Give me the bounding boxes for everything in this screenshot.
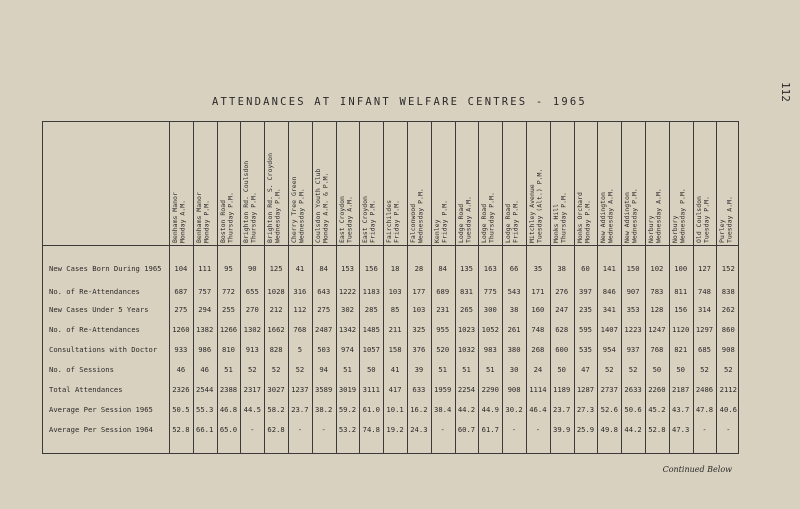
table-cell: - — [440, 425, 445, 434]
table-cell: 50 — [676, 365, 686, 374]
table-cell: 44.9 — [481, 405, 499, 414]
table-cell: 2388 — [219, 385, 238, 394]
table-cell: 535 — [579, 345, 592, 354]
column-header: New Addington Wednesday P.M. — [623, 188, 639, 243]
table-cell: 3019 — [338, 385, 357, 394]
table-cell: 302 — [341, 305, 354, 314]
table-cell: 655 — [245, 287, 259, 296]
table-cell: - — [297, 425, 303, 434]
table-cell: 503 — [317, 345, 331, 354]
table-cell: 262 — [721, 305, 735, 314]
table-cell: 39.9 — [553, 425, 571, 434]
table-cell: 986 — [198, 345, 212, 354]
table-cell: 66 — [509, 264, 519, 273]
table-cell: 748 — [531, 325, 545, 334]
table-cell: 1342 — [338, 325, 357, 334]
table-cell: 24.3 — [410, 425, 428, 434]
table-cell: 38 — [557, 264, 567, 273]
table-cell: 52.8 — [172, 425, 190, 434]
table-cell: 44.2 — [624, 425, 642, 434]
table-cell: 1189 — [553, 385, 571, 394]
table-cell: 3589 — [315, 385, 333, 394]
table-cell: - — [321, 425, 326, 434]
header-divider — [43, 245, 738, 246]
table-cell: 397 — [579, 287, 592, 296]
table-cell: 27.3 — [576, 405, 595, 414]
table-cell: 53.2 — [338, 425, 357, 434]
table-cell: 156 — [364, 264, 378, 273]
table-cell: 49.8 — [600, 425, 618, 434]
table-cell: 937 — [626, 345, 640, 354]
column-header: Brighton Rd. S. Croydon Wednesday P.M. — [266, 152, 282, 243]
table-cell: 2290 — [481, 385, 499, 394]
table-cell: 5 — [297, 345, 303, 354]
table-cell: 828 — [269, 345, 283, 354]
table-cell: 974 — [341, 345, 354, 354]
table-cell: 595 — [579, 325, 592, 334]
table-cell: 376 — [412, 345, 426, 354]
table-cell: 85 — [390, 305, 400, 314]
table-cell: 84 — [319, 264, 329, 273]
table-cell: 353 — [626, 305, 640, 314]
table-cell: 52 — [628, 365, 638, 374]
table-cell: 38.2 — [315, 405, 333, 414]
table-cell: 689 — [436, 287, 450, 296]
table-cell: 275 — [317, 305, 331, 314]
column-header: Kenley Friday P.M. — [432, 199, 449, 243]
table-cell: 51 — [485, 365, 495, 374]
table-cell: 1114 — [529, 385, 547, 394]
table-cell: 860 — [721, 325, 735, 334]
column-header: Coulsdon Youth Club Monday A.M. & P.M. — [313, 168, 330, 243]
table-cell: 768 — [293, 325, 307, 334]
table-cell: 417 — [388, 385, 402, 394]
column-header: Purley Tuesday A.M. — [718, 196, 734, 243]
table-cell: 95 — [224, 264, 233, 273]
table-cell: 933 — [174, 345, 188, 354]
table-cell: 255 — [222, 305, 235, 314]
row-label: Consultations with Doctor — [49, 345, 158, 354]
table-cell: 211 — [388, 325, 402, 334]
table-cell: 18 — [390, 264, 400, 273]
table-cell: 633 — [412, 385, 426, 394]
table-cell: 983 — [483, 345, 497, 354]
table-cell: 811 — [674, 287, 688, 296]
table-cell: 59.2 — [338, 405, 357, 414]
table-cell: 235 — [579, 305, 592, 314]
table-cell: 104 — [174, 264, 188, 273]
table-cell: 102 — [650, 264, 664, 273]
table-cell: 23.7 — [291, 405, 309, 414]
table-cell: 955 — [436, 325, 450, 334]
table-cell: 2187 — [672, 385, 690, 394]
table-cell: 50.5 — [172, 405, 190, 414]
table-cell: 43.7 — [672, 405, 690, 414]
table-cell: 685 — [698, 345, 711, 354]
table-cell: 30 — [509, 365, 519, 374]
table-cell: 2260 — [648, 385, 666, 394]
table-cell: 3111 — [362, 385, 380, 394]
table-cell: 1485 — [362, 325, 380, 334]
table-cell: 103 — [412, 305, 426, 314]
table-cell: 247 — [555, 305, 569, 314]
table-cell: 19.2 — [386, 425, 404, 434]
table-cell: 2633 — [624, 385, 642, 394]
table-cell: 62.8 — [267, 425, 285, 434]
table-cell: 152 — [721, 264, 735, 273]
table-cell: 41 — [390, 365, 400, 374]
column-header: Monks Hill Thursday P.M. — [551, 192, 568, 243]
table-cell: 46.8 — [219, 405, 238, 414]
table-cell: 285 — [364, 305, 378, 314]
table-cell: 51 — [462, 365, 471, 374]
column-header: Brighton Rd. Coulsdon Thursday P.M. — [242, 160, 258, 243]
table-cell: 2326 — [172, 385, 190, 394]
table-cell: 46 — [176, 365, 186, 374]
table-cell: 24 — [533, 365, 543, 374]
table-cell: 1222 — [338, 287, 357, 296]
table-cell: 127 — [698, 264, 711, 273]
table-cell: 103 — [388, 287, 402, 296]
table-cell: 35 — [533, 264, 543, 273]
table-cell: 28 — [414, 264, 424, 273]
column-header: Lodge Road Thursday P.M. — [480, 192, 496, 243]
table-cell: 757 — [198, 287, 212, 296]
table-cell: 1266 — [219, 325, 238, 334]
table-cell: 39 — [414, 365, 424, 374]
table-cell: - — [250, 425, 255, 434]
table-cell: 52 — [723, 365, 733, 374]
table-cell: 270 — [245, 305, 259, 314]
table-cell: 1247 — [648, 325, 666, 334]
table-cell: 51 — [224, 365, 233, 374]
table-cell: 520 — [436, 345, 450, 354]
table-cell: 40.6 — [719, 405, 737, 414]
table-cell: 543 — [507, 287, 521, 296]
table-cell: 772 — [222, 287, 235, 296]
column-header: Norbury Wednesday P.M. — [670, 188, 687, 243]
table-cell: 300 — [483, 305, 497, 314]
table-cell: 261 — [507, 325, 521, 334]
table-cell: 1052 — [481, 325, 499, 334]
column-header: Mitchley Avenue Tuesday (Alt.) P.M. — [528, 168, 544, 243]
table-cell: 913 — [245, 345, 259, 354]
table-cell: 128 — [650, 305, 664, 314]
table-cell: - — [702, 425, 707, 434]
table-cell: 141 — [602, 264, 616, 273]
table-cell: 1183 — [362, 287, 380, 296]
table-cell: 44.2 — [457, 405, 476, 414]
table-cell: 44.5 — [243, 405, 261, 414]
table-cell: 768 — [650, 345, 664, 354]
table-cell: 276 — [555, 287, 569, 296]
table-cell: 2112 — [719, 385, 737, 394]
table-cell: 643 — [317, 287, 331, 296]
table-cell: 1302 — [243, 325, 261, 334]
table-cell: 158 — [388, 345, 402, 354]
row-label: Total Attendances — [49, 385, 123, 394]
table-cell: 2487 — [315, 325, 333, 334]
table-cell: 45.2 — [648, 405, 666, 414]
table-cell: 2254 — [457, 385, 476, 394]
table-cell: 30.2 — [505, 405, 523, 414]
table-cell: 135 — [460, 264, 473, 273]
table-cell: 47.8 — [695, 405, 714, 414]
table-cell: 1237 — [291, 385, 309, 394]
table-cell: 52 — [604, 365, 614, 374]
table-cell: 100 — [674, 264, 688, 273]
table-cell: 783 — [650, 287, 664, 296]
column-header: Cherry Tree Green Wednesday P.M. — [290, 176, 306, 243]
table-cell: 25.9 — [576, 425, 595, 434]
table-cell: 51 — [343, 365, 352, 374]
page-title: ATTENDANCES AT INFANT WELFARE CENTRES - 1965 — [212, 96, 587, 108]
table-cell: 84 — [438, 264, 448, 273]
table-cell: 61.0 — [362, 405, 380, 414]
table-cell: 775 — [483, 287, 497, 296]
table-cell: 50 — [366, 365, 376, 374]
table-cell: 907 — [626, 287, 640, 296]
table-cell: 10.1 — [386, 405, 404, 414]
column-header: Fairchildes Friday P.M. — [385, 199, 401, 243]
column-header: Norbury Wednesday A.M. — [647, 188, 663, 243]
table-cell: 16.2 — [410, 405, 428, 414]
table-cell: 838 — [721, 287, 735, 296]
table-cell: 46.4 — [529, 405, 547, 414]
table-cell: 1407 — [600, 325, 618, 334]
table-cell: - — [511, 425, 517, 434]
table-cell: 810 — [222, 345, 235, 354]
table-cell: 2737 — [600, 385, 618, 394]
table-cell: 268 — [531, 345, 545, 354]
table-cell: 1023 — [457, 325, 476, 334]
table-cell: 265 — [460, 305, 473, 314]
table-cell: 380 — [507, 345, 521, 354]
row-label: No. of Sessions — [49, 365, 114, 374]
table-cell: 846 — [602, 287, 616, 296]
table-cell: 52.6 — [600, 405, 618, 414]
table-cell: 275 — [174, 305, 188, 314]
table-cell: 38 — [509, 305, 519, 314]
table-cell: - — [535, 425, 541, 434]
column-header: Benhams Manor Monday P.M. — [194, 192, 211, 243]
table-cell: 1028 — [267, 287, 285, 296]
row-label: No. of Re-Attendances — [49, 287, 140, 296]
table-cell: 74.8 — [362, 425, 380, 434]
table-cell: 58.2 — [267, 405, 285, 414]
table-cell: 66.1 — [196, 425, 214, 434]
table-cell: 748 — [698, 287, 711, 296]
table-cell: 50 — [557, 365, 567, 374]
table-cell: 41 — [295, 264, 305, 273]
table-cell: - — [726, 425, 731, 434]
table-cell: 687 — [174, 287, 188, 296]
table-cell: 23.7 — [553, 405, 571, 414]
table-cell: 1959 — [434, 385, 452, 394]
table-cell: 1057 — [362, 345, 380, 354]
table-cell: 2486 — [695, 385, 714, 394]
column-header: Benhams Manor Monday A.M. — [171, 192, 187, 243]
table-cell: 2317 — [243, 385, 261, 394]
row-label: Average Per Session 1964 — [49, 425, 153, 434]
column-header: East Croydon Tuesday A.M. — [337, 196, 354, 243]
table-cell: 1662 — [267, 325, 285, 334]
continued-note: Continued Below — [662, 465, 732, 474]
table-cell: 52 — [247, 365, 257, 374]
table-cell: 52.8 — [648, 425, 666, 434]
table-cell: 954 — [602, 345, 616, 354]
table-cell: 171 — [531, 287, 545, 296]
table-cell: 153 — [341, 264, 354, 273]
table-cell: 160 — [531, 305, 545, 314]
table-cell: 1297 — [695, 325, 714, 334]
table-cell: 1223 — [624, 325, 642, 334]
table-cell: 60.7 — [457, 425, 476, 434]
table-cell: 90 — [247, 264, 257, 273]
column-header: Falconwood Wednesday P.M. — [409, 188, 425, 243]
page-number: 112 — [779, 82, 792, 102]
table-cell: 212 — [269, 305, 283, 314]
table-cell: 231 — [436, 305, 450, 314]
table-cell: 156 — [674, 305, 688, 314]
table-cell: 125 — [269, 264, 283, 273]
table-cell: 908 — [507, 385, 521, 394]
table-cell: 316 — [293, 287, 307, 296]
column-header: Boston Road Thursday P.M. — [218, 192, 235, 243]
row-label: New Cases Under 5 Years — [49, 305, 149, 314]
table-cell: 628 — [555, 325, 569, 334]
table-cell: 65.0 — [219, 425, 238, 434]
table-cell: 150 — [626, 264, 640, 273]
column-header: Monks Orchard Monday P.M. — [575, 192, 592, 243]
table-cell: 112 — [293, 305, 307, 314]
table-cell: 1382 — [196, 325, 214, 334]
attendance-table — [42, 121, 739, 454]
table-cell: 1120 — [672, 325, 690, 334]
table-cell: 1287 — [576, 385, 595, 394]
table-cell: 177 — [412, 287, 426, 296]
table-cell: 60 — [581, 264, 590, 273]
row-label: No. of Re-Attendances — [49, 325, 140, 334]
row-label: New Cases Born During 1965 — [49, 264, 162, 273]
table-cell: 163 — [483, 264, 497, 273]
table-cell: 94 — [319, 365, 329, 374]
table-cell: 600 — [555, 345, 569, 354]
row-label: Average Per Session 1965 — [49, 405, 153, 414]
table-cell: 111 — [198, 264, 212, 273]
table-cell: 47.3 — [672, 425, 690, 434]
table-cell: 908 — [721, 345, 735, 354]
table-cell: 38.4 — [434, 405, 452, 414]
table-cell: 325 — [412, 325, 426, 334]
table-cell: 1260 — [172, 325, 190, 334]
table-cell: 341 — [602, 305, 616, 314]
table-cell: 52 — [700, 365, 709, 374]
table-cell: 46 — [200, 365, 210, 374]
table-cell: 294 — [198, 305, 212, 314]
table-cell: 831 — [460, 287, 473, 296]
table-cell: 2544 — [196, 385, 214, 394]
column-header: Lodge Road Friday P.M. — [504, 199, 520, 243]
table-cell: 52 — [295, 365, 305, 374]
table-cell: 47 — [581, 365, 590, 374]
table-cell: 51 — [438, 365, 448, 374]
table-cell: 61.7 — [481, 425, 499, 434]
table-cell: 50.6 — [624, 405, 642, 414]
table-cell: 821 — [674, 345, 688, 354]
column-header: East Croydon Friday P.M. — [361, 196, 377, 243]
table-cell: 50 — [652, 365, 662, 374]
column-header: Old Coulsdon Tuesday P.M. — [694, 196, 711, 243]
table-cell: 52 — [271, 365, 281, 374]
table-cell: 1032 — [457, 345, 476, 354]
table-cell: 3027 — [267, 385, 285, 394]
column-header: Lodge Road Tuesday A.M. — [456, 196, 473, 243]
column-header: New Addington Wednesday A.M. — [599, 188, 615, 243]
table-cell: 314 — [698, 305, 711, 314]
table-cell: 55.3 — [196, 405, 214, 414]
